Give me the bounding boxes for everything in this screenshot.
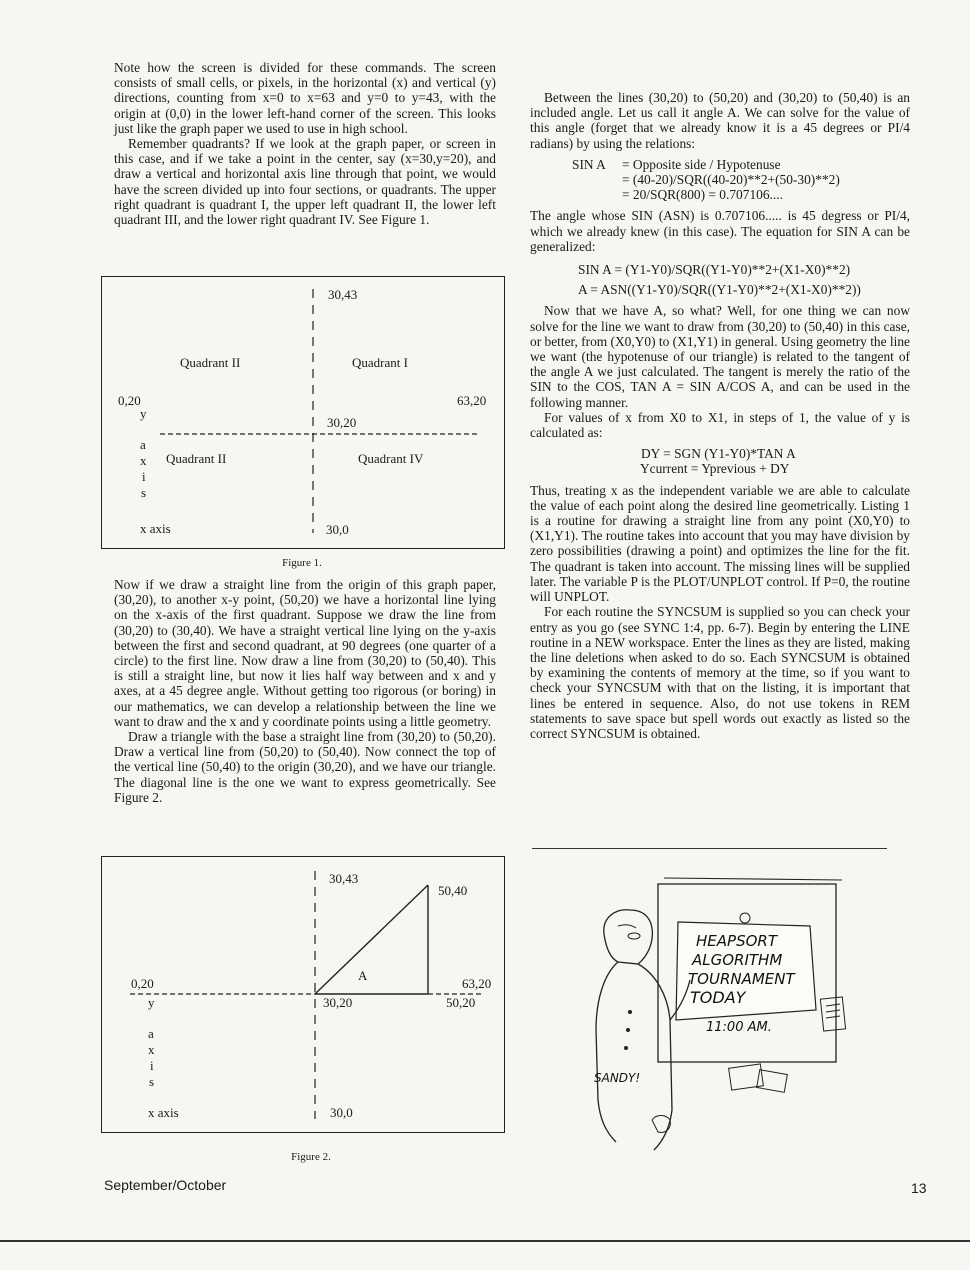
sign-line-3: TOURNAMENT [688, 970, 795, 988]
figure-2 [101, 856, 505, 1133]
fig2-angle-label: A [358, 968, 368, 983]
fig2-axis-letter: x [148, 1042, 155, 1057]
fig2-right-label: 63,20 [462, 976, 492, 991]
equation-line: DY = SGN (Y1-Y0)*TAN A [641, 446, 796, 462]
figure-2-caption: Figure 2. [291, 1151, 331, 1163]
paragraph: Note how the screen is divided for these commands. The screen consists of small cells, or pixels, in the horizontal (x) and vertical (y) directions, counting from x=0 to x=63 and y=0 to y=43, with the origin at (0,0) in the lower left-hand corner of the screen. This looks just like the graph paper we used to use in high school. [114, 60, 496, 136]
fig1-quadrant-3-label: Quadrant II [166, 451, 227, 466]
fig1-axis-letter: s [141, 485, 147, 500]
paragraph: Now that we have A, so what? Well, for one thing we can now solve for the line we want to draw from (30,20) to (50,40) in this case, or better, from (X0,Y0) to (X1,Y1) in general. Using geometry the line we want (the hypotenuse of our triangle) is related to the tangent of the angle A we just calculated. The tangent is merely the ratio of the SIN to the COS, TAN A = SIN A/COS A, and can be used in the following manner. [530, 303, 910, 410]
right-column [530, 90, 910, 741]
figure-1 [101, 276, 505, 549]
fig1-top-label: 30,43 [328, 287, 358, 302]
equation-block-3 [640, 446, 910, 476]
fig2-top-label: 30,43 [329, 871, 359, 886]
fig2-center-label: 30,20 [323, 995, 353, 1010]
equation-line: SIN A = (Y1-Y0)/SQR((Y1-Y0)**2+(X1-X0)**2) [578, 262, 851, 278]
paragraph: Draw a triangle with the base a straight line from (30,20) to (50,20). Draw a vertical line from (50,20) to (50,40). Now connect the top of the vertical line (50,40) to the origin (30,20), and we have our triangle. The diagonal line is the one we want to express geometrically. See Figure 2. [114, 729, 496, 805]
fig2-axis-letter: a [148, 1026, 154, 1041]
equation-line: Ycurrent = Yprevious + DY [640, 461, 790, 477]
paragraph: Now if we draw a straight line from the origin of this graph paper, (30,20), to another x-y point, (50,20) we have a horizontal line lying on the x-axis of the first quadrant. Suppose we draw the line from (30,20) to (30,40). We have a straight vertical line lying on the y-axis between the first and second quadrant, at 90 degrees (one quarter of a circle) to the first line. Now draw a line from (30,20) to (50,40). This is still a straight line, but now it lies half way between and x and y axes, at a 45 degree angle. Without getting too rigorous (or boring) in our mathematics, we can develop a relationship between the line we want to draw and the x and y coordinate points using a little geometry. [114, 577, 496, 729]
sign-line-4: TODAY [690, 988, 746, 1007]
fig1-left-label: 0,20 [118, 393, 141, 408]
fig1-axis-letter: y [140, 406, 147, 421]
paragraph: Remember quadrants? If we look at the graph paper, or screen in this case, and if we take a point in the center, say (x=30,y=20), and draw a vertical and horizontal axis line through that point, we would have the screen divided up into four sections, or quadrants. The upper right quadrant is quadrant I, the upper left quadrant II, the lower left quadrant III, and the lower right quadrant IV. See Figure 1. [114, 136, 496, 228]
issue-label: September/October [104, 1177, 227, 1193]
equation-block-1 [572, 157, 910, 203]
paragraph: Thus, treating x as the independent variable we are able to calculate the value of each point along the desired line geometrically. Listing 1 is a routine for drawing a straight line from any point (X0,Y0) to (X1,Y1). The routine takes into account that you may have division by zero possibilities (drawing a point) and optimizes the line for the fit. The quadrant is taken into account. The missing lines will be supplied later. The variable P is the PLOT/UNPLOT control. If P=0, the routine will UNPLOT. [530, 482, 910, 605]
fig1-center-label: 30,20 [327, 415, 357, 430]
figure-1-caption: Figure 1. [282, 557, 322, 569]
fig1-axis-letter: x [140, 453, 147, 468]
fig1-axis-letter: i [142, 469, 146, 484]
page-number: 13 [911, 1180, 927, 1196]
fig2-axis-letter: y [148, 995, 155, 1010]
fig2-axis-letter: i [150, 1058, 154, 1073]
paragraph: For values of x from X0 to X1, in steps of 1, the value of y is calculated as: [530, 409, 910, 441]
equation-block-2 [578, 262, 910, 297]
fig1-quadrant-4-label: Quadrant IV [358, 451, 424, 466]
fig1-quadrant-1-label: Quadrant I [352, 355, 408, 370]
fig1-axis-letter: a [140, 437, 146, 452]
section-divider [532, 848, 887, 849]
fig2-x-axis-label: x axis [148, 1105, 179, 1120]
fig2-apex-label: 50,40 [438, 883, 468, 898]
sign-line-5: 11:00 AM. [706, 1020, 772, 1035]
sign-line-2: ALGORITHM [692, 951, 783, 969]
left-column-middle [114, 577, 496, 805]
page-bottom-edge [0, 1240, 970, 1242]
fig1-bottom-label: 30,0 [326, 522, 349, 537]
fig1-x-axis-label: x axis [140, 521, 171, 536]
fig2-bottom-label: 30,0 [330, 1105, 353, 1120]
artist-signature: SANDY! [594, 1071, 641, 1085]
paragraph: Between the lines (30,20) to (50,20) and (30,20) to (50,40) is an included angle. Let us call it angle A. We can solve for the value of this angle (forget that we already know it is a 45 degrees or PI/4 radians) by using the relations: [530, 90, 910, 151]
fig2-axis-letter: s [149, 1074, 155, 1089]
equation-line: = Opposite side / Hypotenuse [622, 156, 781, 172]
fig1-right-label: 63,20 [457, 393, 487, 408]
fig1-quadrant-2-label: Quadrant II [180, 355, 241, 370]
left-column-top [114, 60, 496, 227]
fig2-left-label: 0,20 [131, 976, 154, 991]
equation-lhs: SIN A [572, 156, 606, 172]
sign-line-1: HEAPSORT [696, 932, 777, 950]
equation-line: = 20/SQR(800) = 0.707106.... [622, 187, 783, 203]
paragraph: For each routine the SYNCSUM is supplied so you can check your entry as you go (see SYNC 1:4, pp. 6-7). Begin by entering the LINE routine in a NEW workspace. Enter the lines as they are listed, making the line deletions when asked to do so. Each SYNCSUM is obtained by examining the contents of memory at the time, so if you want to check your SYNCSUM with that on the listing, it is important that lines be entered in sequence. Also, do not use tokens in REM statements to save space but spell words out exactly as listed so the correct SYNCSUM is obtained. [530, 604, 910, 741]
equation-line: A = ASN((Y1-Y0)/SQR((Y1-Y0)**2+(X1-X0)**2)) [578, 282, 861, 298]
fig2-corner-label: 50,20 [446, 995, 476, 1010]
equation-line: = (40-20)/SQR((40-20)**2+(50-30)**2) [622, 172, 840, 188]
paragraph: The angle whose SIN (ASN) is 0.707106..... is 45 degress or PI/4, which we already knew (in this case). The equation for SIN A can be generalized: [530, 208, 910, 254]
cartoon-illustration [560, 870, 880, 1160]
